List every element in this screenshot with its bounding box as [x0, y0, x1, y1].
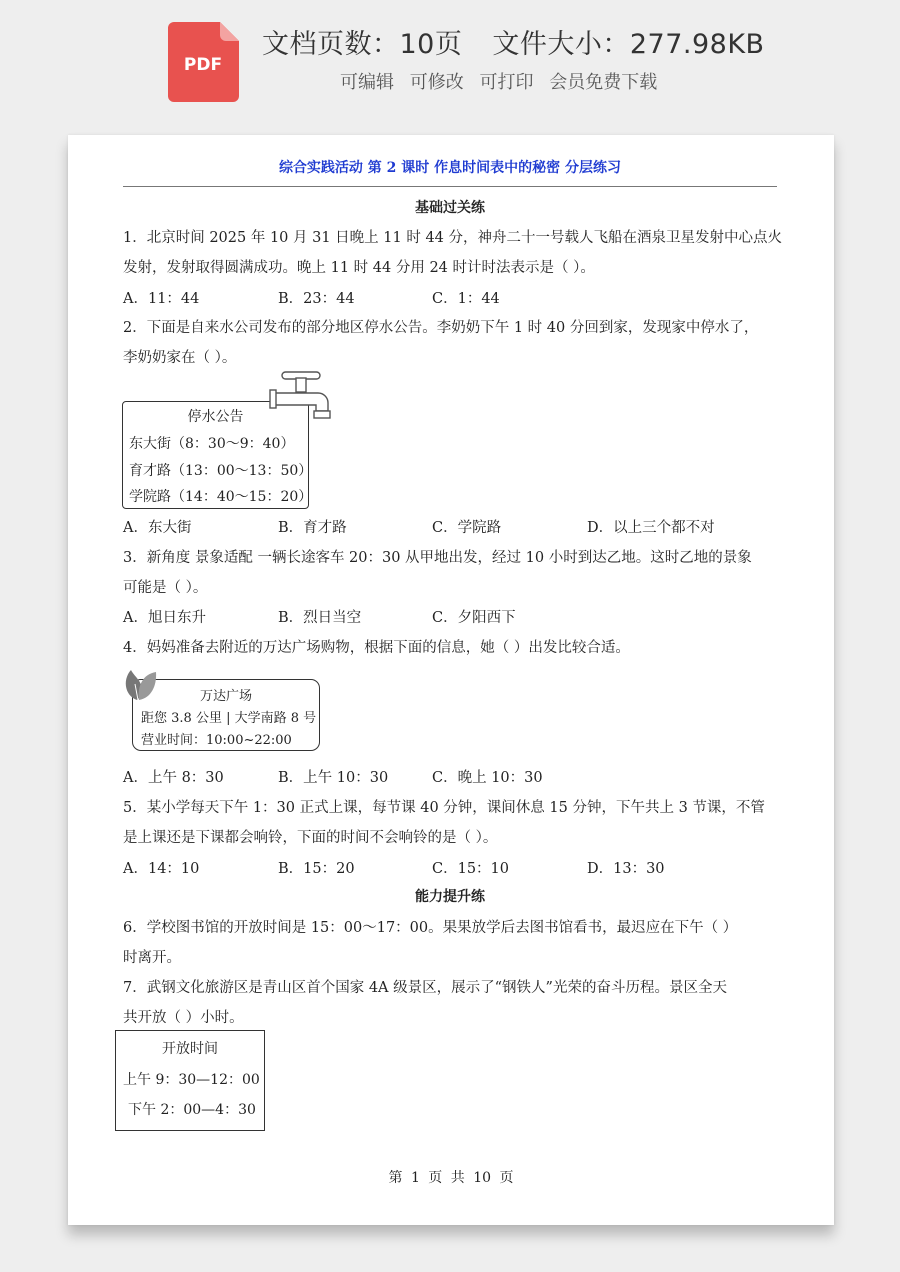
- water-faucet-icon: [268, 367, 334, 425]
- section-title-basic: 基础过关练: [415, 200, 485, 216]
- question-5-line-1: 5．某小学每天下午 1：30 正式上课，每节课 40 分钟，课间休息 15 分钟，下午共上 3 节课，不管: [123, 800, 765, 816]
- feature-editable: 可编辑: [340, 72, 394, 93]
- download-banner: [0, 0, 900, 125]
- pdf-file-icon: [168, 22, 239, 102]
- question-6-line-2: 时离开。: [123, 950, 181, 966]
- q5-option-a: A．14：10: [123, 861, 200, 877]
- q2-option-c: C．学院路: [432, 520, 502, 536]
- mall-info-card: [132, 679, 320, 751]
- q1-option-c: C．1：44: [432, 291, 500, 307]
- question-4-line-1: 4．妈妈准备去附近的万达广场购物，根据下面的信息，她（ ）出发比较合适。: [123, 640, 630, 656]
- pdf-icon-label: PDF: [183, 55, 223, 75]
- opening-hours-box: [115, 1030, 265, 1131]
- question-5-line-2: 是上课还是下课都会响铃，下面的时间不会响铃的是（ ）。: [123, 830, 498, 846]
- feature-list: [340, 68, 667, 94]
- header-divider: [123, 186, 777, 187]
- q3-option-a: A．旭日东升: [123, 610, 206, 626]
- question-1-line-1: 1．北京时间 2025 年 10 月 31 日晚上 11 时 44 分，神舟二十一号载人飞船在酒泉卫星发射中心点火: [123, 230, 783, 246]
- q1-option-a: A．11：44: [123, 291, 200, 307]
- q5-option-c: C．15：10: [432, 861, 509, 877]
- mall-distance: 距您 3.8 公里 | 大学南路 8 号: [141, 711, 317, 726]
- question-7-line-1: 7．武钢文化旅游区是青山区首个国家 4A 级景区，展示了“钢铁人”光荣的奋斗历程。景区全天: [123, 980, 727, 996]
- opening-hours-title: 开放时间: [162, 1041, 218, 1057]
- notice-row: 育才路（13：00～13：50）: [129, 463, 313, 479]
- q1-option-b: B．23：44: [278, 291, 355, 307]
- feature-printable: 可打印: [479, 72, 534, 93]
- notice-title: 停水公告: [187, 409, 244, 425]
- q4-option-c: C．晚上 10：30: [432, 770, 543, 786]
- q2-option-a: A．东大街: [123, 520, 192, 536]
- opening-hours-row: 下午 2：00—4：30: [128, 1102, 256, 1118]
- file-size: 文件大小：277.98KB: [492, 29, 765, 60]
- leaf-icon: [123, 666, 157, 702]
- mall-name: 万达广场: [199, 689, 252, 704]
- feature-modifiable: 可修改: [409, 72, 464, 93]
- q5-option-b: B．15：20: [278, 861, 355, 877]
- question-7-line-2: 共开放（ ）小时。: [123, 1010, 244, 1026]
- q3-option-c: C．夕阳西下: [432, 610, 516, 626]
- question-1-line-2: 发射，发射取得圆满成功。晚上 11 时 44 分用 24 时计时法表示是（ ）。: [123, 260, 595, 276]
- document-header: 综合实践活动 第 2 课时 作息时间表中的秘密 分层练习: [278, 160, 622, 176]
- question-3-line-2: 可能是（ ）。: [123, 580, 208, 596]
- q2-option-d: D．以上三个都不对: [587, 520, 715, 536]
- question-2-line-1: 2．下面是自来水公司发布的部分地区停水公告。李奶奶下午 1 时 40 分回到家，发现家中停水了，: [123, 320, 759, 336]
- question-2-line-2: 李奶奶家在（ ）。: [123, 350, 237, 366]
- q4-option-b: B．上午 10：30: [278, 770, 389, 786]
- opening-hours-row: 上午 9：30—12：00: [123, 1072, 260, 1088]
- q4-option-a: A．上午 8：30: [123, 770, 224, 786]
- q2-option-b: B．育才路: [278, 520, 347, 536]
- notice-row: 学院路（14：40～15：20）: [129, 489, 313, 505]
- page-count: 文档页数：10页: [262, 29, 463, 60]
- mall-hours: 营业时间：10:00~22:00: [141, 733, 292, 748]
- q3-option-b: B．烈日当空: [278, 610, 362, 626]
- document-page: [68, 135, 834, 1225]
- question-6-line-1: 6．学校图书馆的开放时间是 15：00～17：00。果果放学后去图书馆看书，最迟应在下午（ ）: [123, 920, 738, 936]
- q5-option-d: D．13：30: [587, 861, 665, 877]
- feature-member-download[interactable]: 会员免费下载: [549, 72, 658, 93]
- file-info-title: [262, 22, 765, 61]
- notice-row: 东大街（8：30～9：40）: [129, 436, 295, 452]
- page-footer: 第 1 页 共 10 页: [388, 1170, 514, 1186]
- question-3-line-1: 3．新角度 景象适配 一辆长途客车 20：30 从甲地出发，经过 10 小时到达乙地。这时乙地的景象: [123, 550, 752, 566]
- section-title-advanced: 能力提升练: [415, 889, 485, 905]
